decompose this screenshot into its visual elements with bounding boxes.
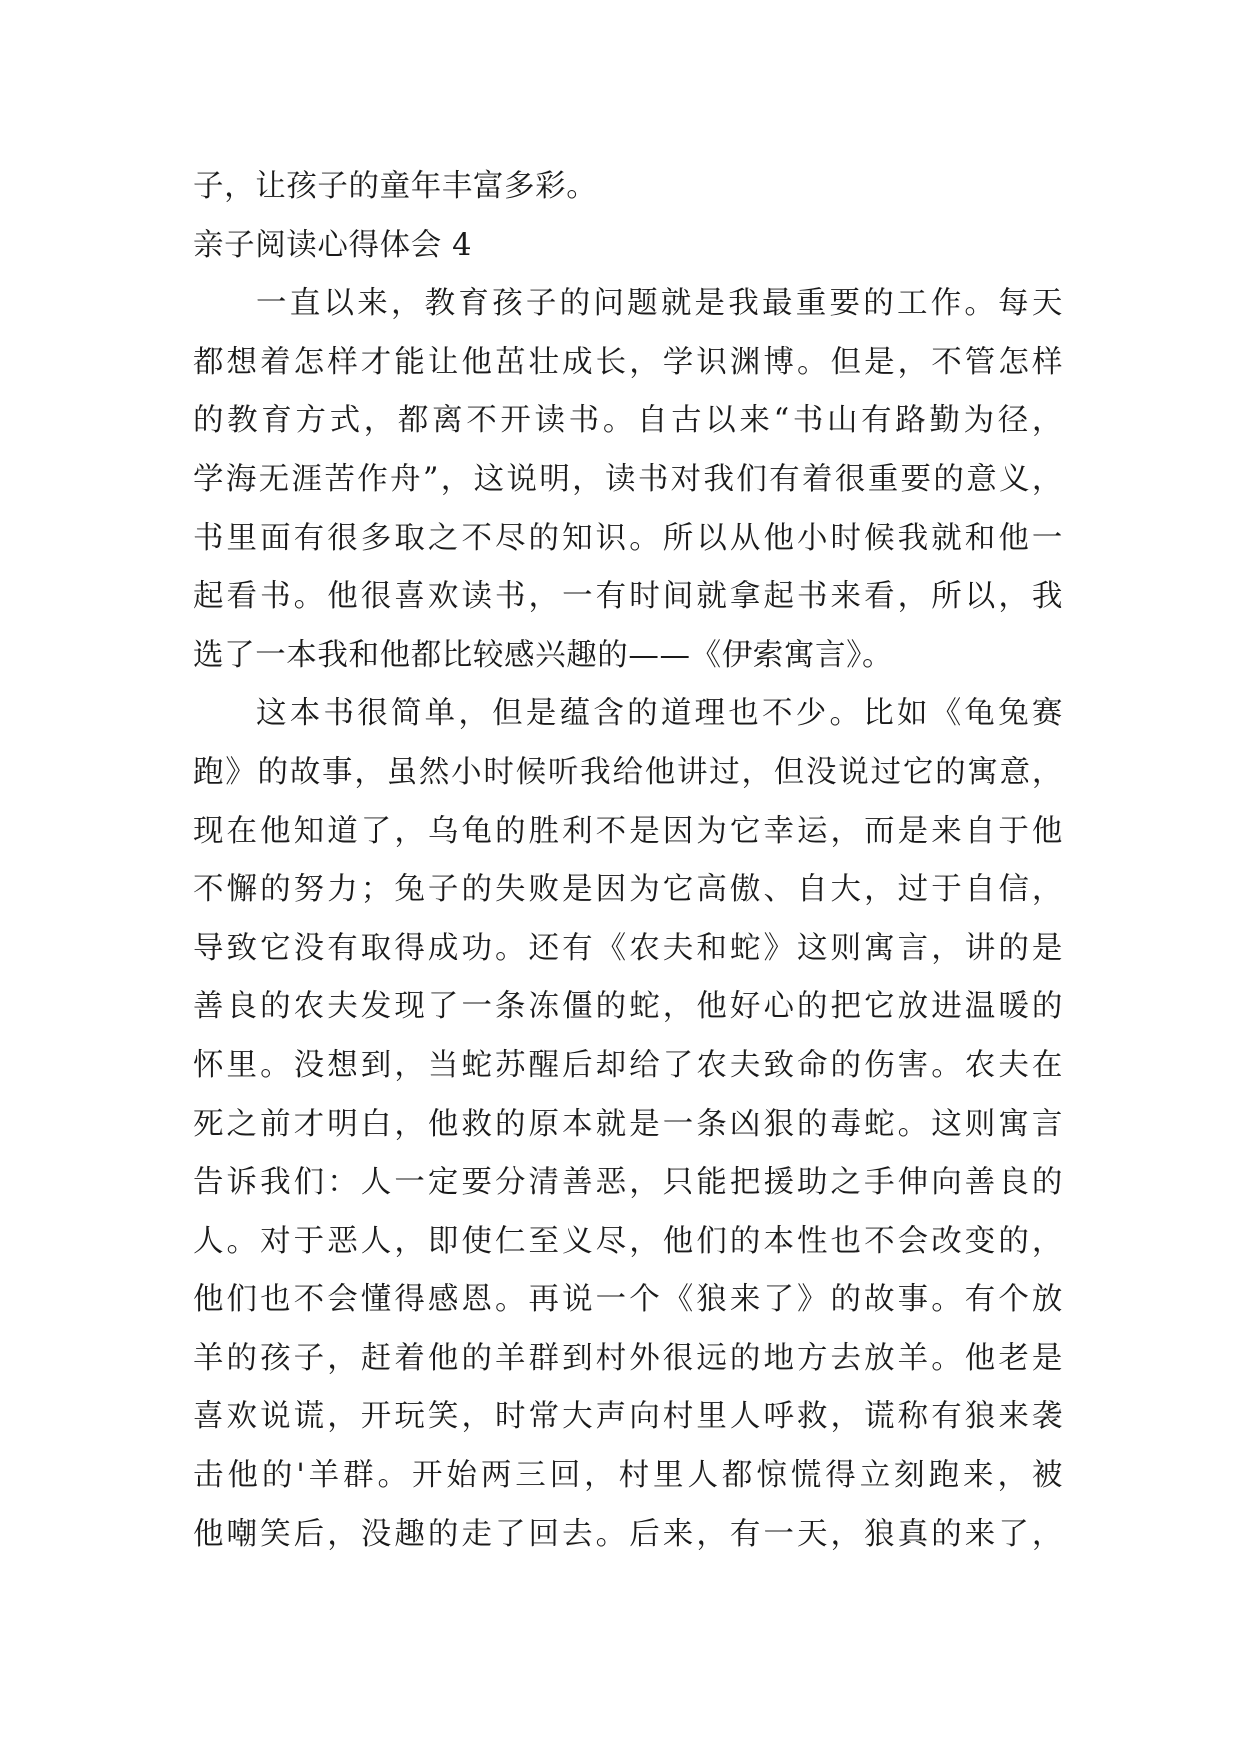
paragraph-line: 都想着怎样才能让他茁壮成长，学识渊博。但是，不管怎样: [193, 344, 1063, 380]
paragraph-line: 学海无涯苦作舟”，这说明，读书对我们有着很重要的意义，: [193, 461, 1063, 497]
paragraph-line: 善良的农夫发现了一条冻僵的蛇，他好心的把它放进温暖的: [193, 989, 1063, 1025]
document-body: [193, 158, 1063, 1564]
paragraph-line: 书里面有很多取之不尽的知识。所以从他小时候我就和他一: [193, 520, 1063, 556]
paragraph-line: 现在他知道了，乌龟的胜利不是因为它幸运，而是来自于他: [193, 813, 1063, 849]
paragraph-line: 一直以来，教育孩子的问题就是我最重要的工作。每天: [256, 286, 1063, 322]
paragraph-line: 死之前才明白，他救的原本就是一条凶狠的毒蛇。这则寓言: [193, 1106, 1063, 1142]
paragraph-line: 起看书。他很喜欢读书，一有时间就拿起书来看，所以，我: [193, 579, 1063, 615]
paragraph-line: 的教育方式，都离不开读书。自古以来“书山有路勤为径，: [193, 403, 1063, 439]
paragraph-line: 人。对于恶人，即使仁至义尽，他们的本性也不会改变的，: [193, 1223, 1063, 1259]
paragraph-line: 不懈的努力；兔子的失败是因为它高傲、自大，过于自信，: [193, 872, 1063, 908]
paragraph-line: 跑》的故事，虽然小时候听我给他讲过，但没说过它的寓意，: [193, 754, 1063, 790]
paragraph-line: 告诉我们：人一定要分清善恶，只能把援助之手伸向善良的: [193, 1165, 1063, 1201]
paragraph-line: 击他的'羊群。开始两三回，村里人都惊慌得立刻跑来，被: [193, 1458, 1063, 1494]
paragraph-line: 导致它没有取得成功。还有《农夫和蛇》这则寓言，讲的是: [193, 930, 1063, 966]
paragraph-line: 羊的孩子，赶着他的羊群到村外很远的地方去放羊。他老是: [193, 1340, 1063, 1376]
paragraph-line: 喜欢说谎，开玩笑，时常大声向村里人呼救，谎称有狼来袭: [193, 1399, 1063, 1435]
paragraph-line: 他们也不会懂得感恩。再说一个《狼来了》的故事。有个放: [193, 1282, 1063, 1318]
paragraph-line: 他嘲笑后，没趣的走了回去。后来，有一天，狼真的来了，: [193, 1516, 1063, 1552]
paragraph-line: 这本书很简单，但是蕴含的道理也不少。比如《龟兔赛: [256, 696, 1063, 732]
paragraph-line: 怀里。没想到，当蛇苏醒后却给了农夫致命的伤害。农夫在: [193, 1047, 1063, 1083]
paragraph-line: 选了一本我和他都比较感兴趣的——《伊索寓言》。: [193, 637, 894, 673]
section-heading: 亲子阅读心得体会 4: [193, 227, 473, 263]
paragraph-line: 子，让孩子的童年丰富多彩。: [193, 169, 598, 204]
